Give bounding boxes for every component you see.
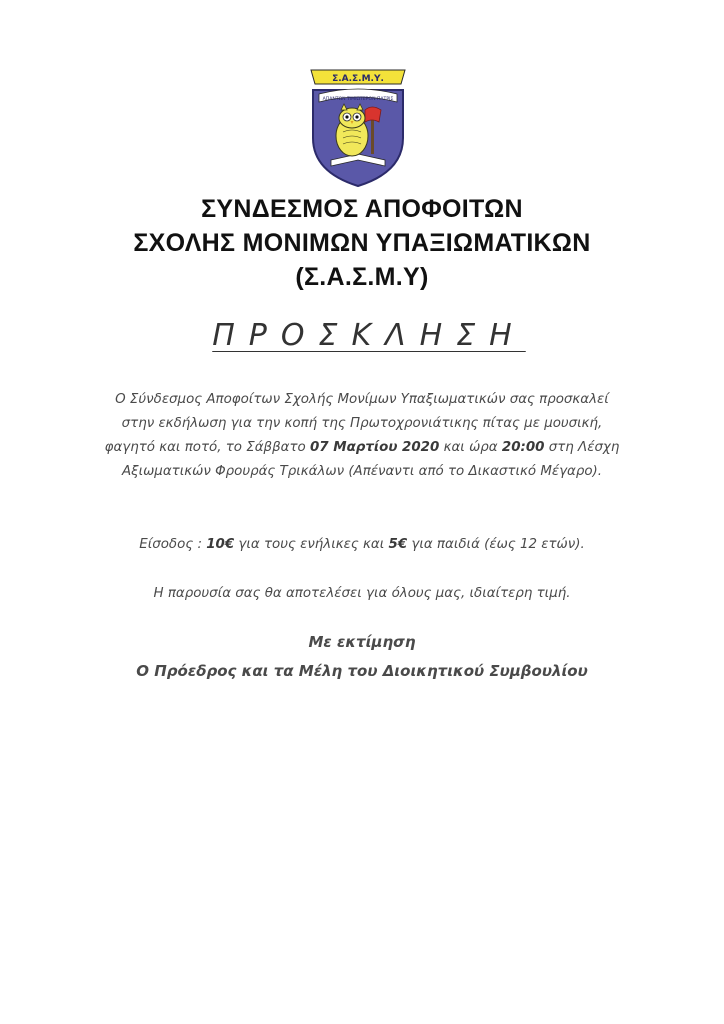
emblem-motto-text: ΑΠΑΝΤΩΝ ΤΙΜΙΩΤΕΡΟΝ ΠΑΤΡΙΣ (322, 97, 394, 102)
invitation-title (0, 318, 724, 353)
event-venue: στη Λέσχη Αξιωματικών Φρουράς Τρικάλων (Απέναντι από το Δικαστικό Μέγαρο). (121, 440, 620, 479)
signature-signatories: Ο Πρόεδρος και τα Μέλη του Διοικητικού Συμβουλίου (136, 662, 588, 680)
event-description-paragraph (100, 388, 624, 484)
entry-fee-line (40, 533, 684, 557)
association-emblem-logo (305, 60, 411, 188)
event-description-intro: Ο Σύνδεσμος Αποφοίτων Σχολής Μονίμων Υπαξιωματικών σας προσκαλεί στην εκδήλωση για την κοπή της Πρωτοχρονιάτικης πίτας με μουσική, φαγητό και ποτό, το Σάββατο (104, 392, 609, 455)
event-time: 20:00 (501, 440, 545, 455)
honor-line: Η παρουσία σας θα αποτελέσει για όλους μας, ιδιαίτερη τιμή. (153, 586, 571, 601)
event-time-label: και ώρα (439, 440, 502, 455)
invitation-title-text: ΠΡΟΣΚΛΗΣΗ (212, 318, 526, 353)
adult-price-text: για τους ενήλικες και (234, 537, 389, 552)
association-name-line-2: ΣΧΟΛΗΣ ΜΟΝΙΜΩΝ ΥΠΑΞΙΩΜΑΤΙΚΩΝ (133, 229, 591, 257)
adult-price: 10€ (206, 537, 235, 552)
entry-label: Είσοδος : (139, 537, 207, 552)
child-price: 5€ (388, 537, 408, 552)
signature-closing: Με εκτίμηση (308, 633, 416, 651)
association-name-line-1: ΣΥΝΔΕΣΜΟΣ ΑΠΟΦΟΙΤΩΝ (201, 195, 523, 223)
emblem-banner-text: Σ.Α.Σ.Μ.Υ. (332, 74, 384, 84)
child-price-text: για παιδιά (έως 12 ετών). (407, 537, 585, 552)
association-acronym: (Σ.Α.Σ.Μ.Υ) (295, 263, 429, 291)
event-date: 07 Μαρτίου 2020 (309, 440, 440, 455)
